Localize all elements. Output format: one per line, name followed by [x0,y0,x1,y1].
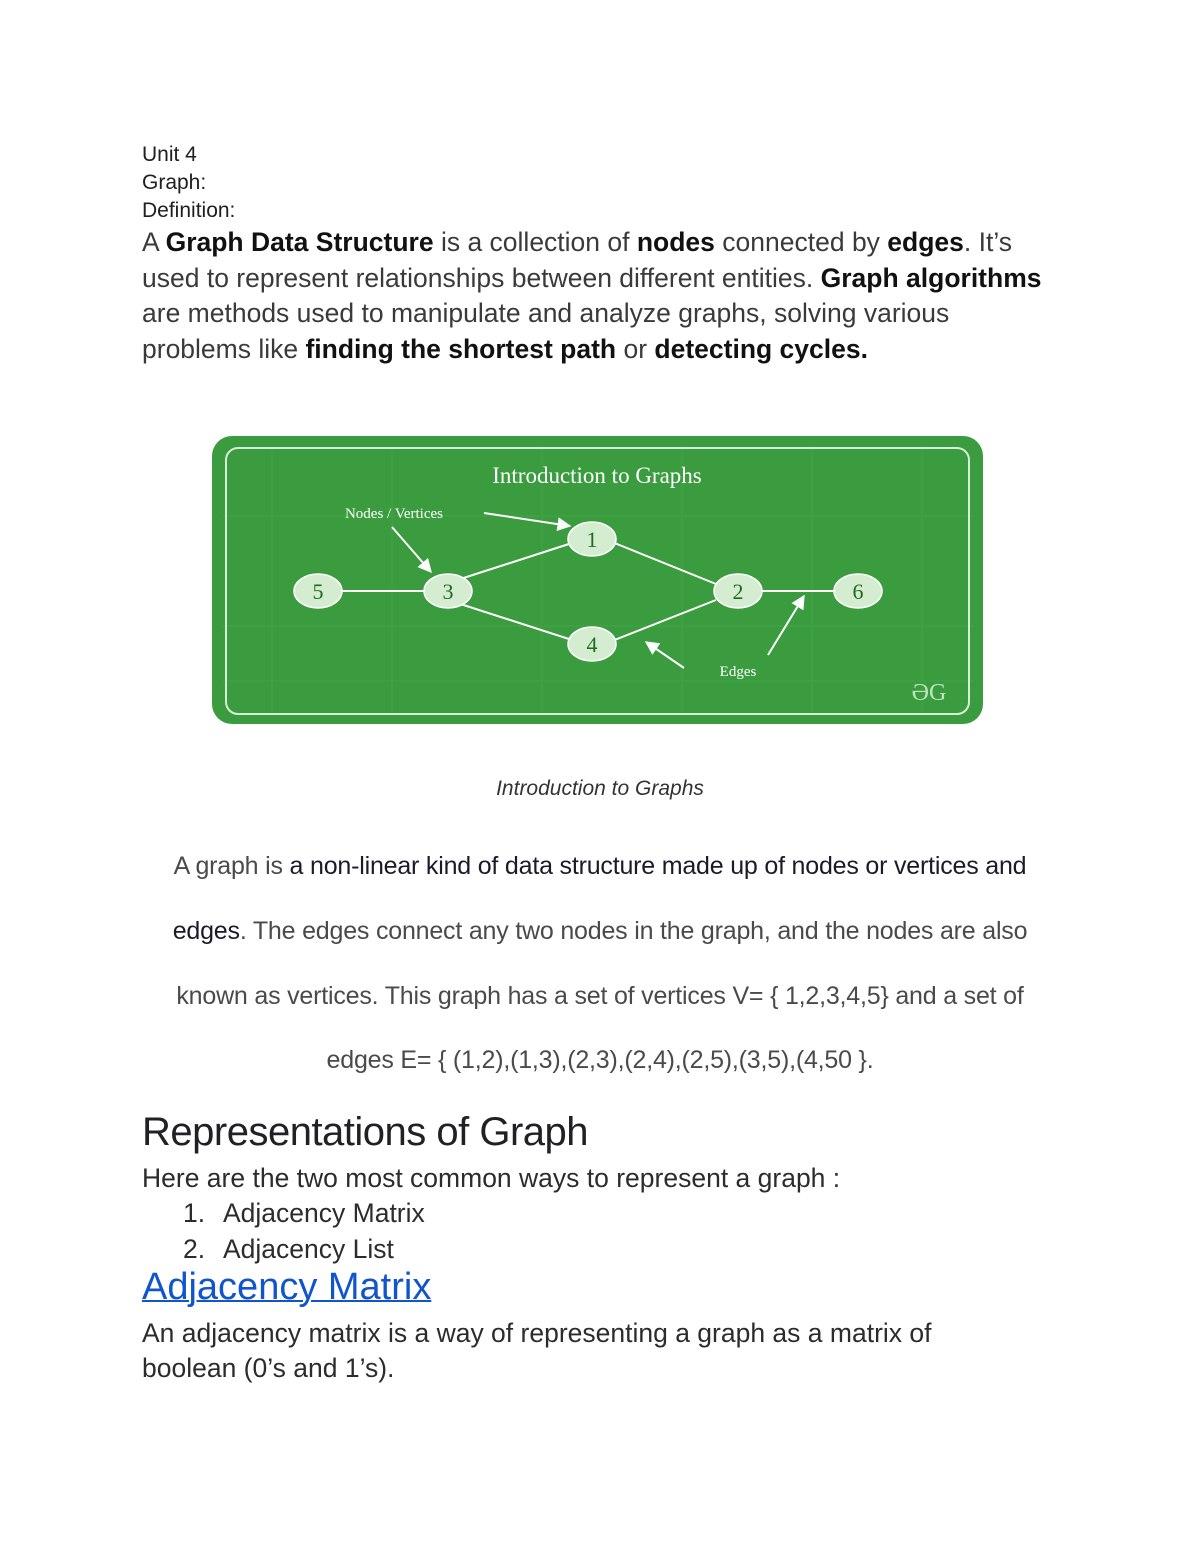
definition-label: Definition: [142,199,236,222]
edges-label: Edges [719,664,757,680]
representations-list [183,1196,425,1267]
adjacency-matrix-line-1: An adjacency matrix is a way of representing a graph as a matrix of [142,1318,932,1348]
intro-paragraph [142,225,1062,367]
explanation-line-1 [0,852,1200,881]
list-item [183,1196,425,1232]
node-6 [834,574,882,608]
list-item [183,1232,425,1268]
node-3 [424,574,472,608]
node-4 [568,627,616,661]
svg-text:5: 5 [312,579,324,604]
intro-text: is a collection of [433,227,637,257]
list-number: 1. [183,1198,206,1228]
intro-text: . It’s used to represent relationships between different entities. [142,227,1012,293]
intro-text: are methods used to manipulate and analyze graphs, solving various problems like [142,298,950,364]
adjacency-matrix-link[interactable]: Adjacency Matrix [142,1266,432,1308]
explanation-text: . The edges connect any two nodes in the graph, and the nodes are also [239,917,1028,945]
explanation-line-2 [0,917,1200,946]
intro-text: or [616,333,655,364]
explanation-text: A graph is [173,852,290,880]
svg-text:3: 3 [442,579,454,604]
explanation-highlight: a non-linear kind of data structure made up of nodes or vertices and [289,852,1027,880]
topic-label: Graph: [142,171,207,194]
intro-bold: finding the shortest path [305,333,617,364]
list-label: Adjacency List [223,1233,394,1264]
svg-text:1: 1 [586,527,598,552]
graph-figure [212,436,983,724]
node-5 [294,574,342,608]
intro-bold: nodes [636,227,715,257]
explanation-line-4: edges E= { (1,2),(1,3),(2,3),(2,4),(2,5),(3,5),(4,50 }. [326,1046,874,1074]
intro-bold: Graph algorithms [820,262,1042,293]
node-1 [568,522,616,556]
intro-text: connected by [714,227,888,257]
node-2 [714,574,762,608]
nodes-label: Nodes / Vertices [344,506,444,522]
explanation-line-3: known as vertices. This graph has a set of vertices V= { 1,2,3,4,5} and a set of [176,982,1024,1010]
explanation-highlight: edges [172,917,240,945]
figure-caption: Introduction to Graphs [496,777,704,800]
representations-intro: Here are the two most common ways to represent a graph : [142,1163,841,1193]
list-number: 2. [183,1233,206,1264]
intro-bold: Graph Data Structure [165,227,434,257]
svg-text:2: 2 [732,579,744,604]
figure-title: Introduction to Graphs [492,463,702,488]
unit-label: Unit 4 [142,143,197,166]
intro-bold: edges [887,227,964,257]
list-label: Adjacency Matrix [223,1198,425,1228]
adjacency-matrix-line-2: boolean (0’s and 1’s). [142,1353,395,1383]
representations-heading: Representations of Graph [142,1110,589,1154]
svg-text:4: 4 [586,632,598,657]
logo: ƏG [911,680,947,706]
intro-text: A [142,227,166,257]
svg-text:6: 6 [852,579,864,604]
intro-bold: detecting cycles. [654,333,868,364]
